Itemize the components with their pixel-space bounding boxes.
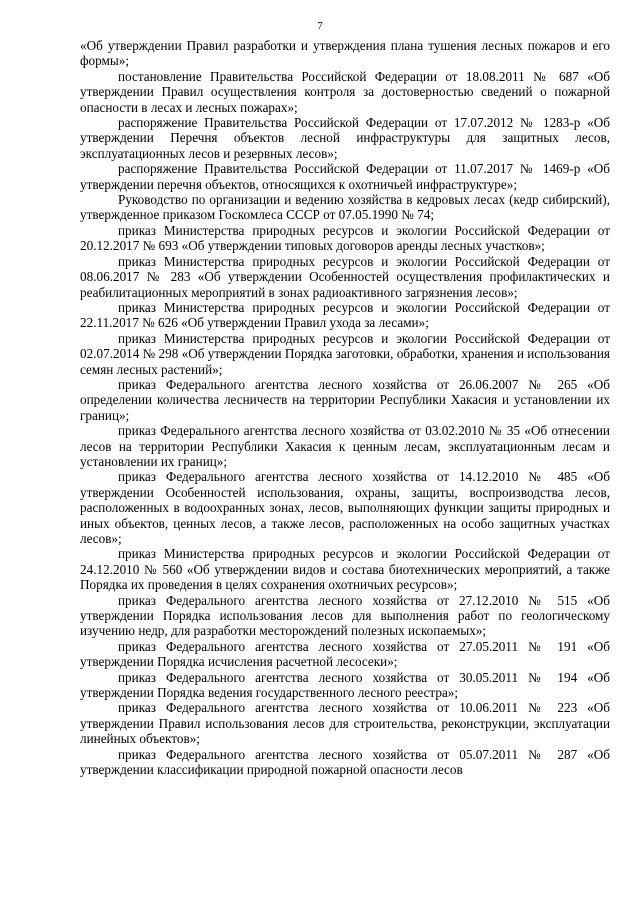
paragraph: приказ Федерального агентства лесного хозяйства от 26.06.2007 № 265 «Об определении количества лесничеств на территории Республики Хакасия и установлении их границ»; bbox=[80, 376, 610, 423]
paragraph: Руководство по организации и ведению хозяйства в кедровых лесах (кедр сибирский), утвержденное приказом Госкомлеса СССР от 07.05.1990 № 74; bbox=[80, 192, 610, 223]
paragraph: приказ Министерства природных ресурсов и экологии Российской Федерации от 24.12.2010 № 560 «Об утверждении видов и состава биотехнических мероприятий, а также Порядка их проведения в целях сохранения охотничьих ресурсов»; bbox=[80, 546, 610, 593]
paragraph: приказ Министерства природных ресурсов и экологии Российской Федерации от 02.07.2014 № 298 «Об утверждении Порядка заготовки, обработки, хранения и использования семян лесных растений»; bbox=[80, 330, 610, 377]
paragraph: приказ Федерального агентства лесного хозяйства от 14.12.2010 № 485 «Об утверждении Особенностей использования, охраны, защиты, воспроизводства лесов, расположенных в водоохранных зонах, лесов, выполняющих функции защиты природных и иных объектов, ценных лесов, а также лесов, расположенных на особо защитных участках лесов»; bbox=[80, 469, 610, 546]
paragraph: приказ Министерства природных ресурсов и экологии Российской Федерации от 20.12.2017 № 693 «Об утверждении типовых договоров аренды лесных участков»; bbox=[80, 222, 610, 254]
paragraph: приказ Федерального агентства лесного хозяйства от 10.06.2011 № 223 «Об утверждении Правил использования лесов для строительства, реконструкции, эксплуатации линейных объектов»; bbox=[80, 700, 610, 747]
paragraph: приказ Федерального агентства лесного хозяйства от 27.12.2010 № 515 «Об утверждении Порядка использования лесов для выполнения работ по геологическому изучению недр, для разработки месторождений полезных ископаемых»; bbox=[80, 592, 610, 639]
paragraph: распоряжение Правительства Российской Федерации от 11.07.2017 № 1469-р «Об утверждении перечня объектов, относящихся к охотничьей инфраструктуре»; bbox=[80, 161, 610, 192]
paragraph: приказ Федерального агентства лесного хозяйства от 30.05.2011 № 194 «Об утверждении Порядка ведения государственного лесного реестра»; bbox=[80, 669, 610, 701]
paragraph: приказ Федерального агентства лесного хозяйства от 05.07.2011 № 287 «Об утверждении классификации природной пожарной опасности лесов bbox=[80, 746, 610, 778]
paragraph: постановление Правительства Российской Федерации от 18.08.2011 № 687 «Об утверждении Правил осуществления контроля за достоверностью сведений о пожарной опасности в лесах и лесных пожарах»; bbox=[80, 68, 610, 115]
paragraph: приказ Министерства природных ресурсов и экологии Российской Федерации от 22.11.2017 № 626 «Об утверждении Правил ухода за лесами»; bbox=[80, 299, 610, 331]
paragraph: приказ Федерального агентства лесного хозяйства от 27.05.2011 № 191 «Об утверждении Порядка исчисления расчетной лесосеки»; bbox=[80, 638, 610, 670]
document-body bbox=[80, 38, 610, 778]
page-number: 7 bbox=[317, 20, 323, 32]
paragraph: приказ Федерального агентства лесного хозяйства от 03.02.2010 № 35 «Об отнесении лесов на территории Республики Хакасия к ценным лесам, эксплуатационным лесам и установлении их границ»; bbox=[80, 423, 610, 469]
paragraph: распоряжение Правительства Российской Федерации от 17.07.2012 № 1283-р «Об утверждении Перечня объектов лесной инфраструктуры для защитных лесов, эксплуатационных лесов и резервных лесов»; bbox=[80, 115, 610, 161]
paragraph: приказ Министерства природных ресурсов и экологии Российской Федерации от 08.06.2017 № 283 «Об утверждении Особенностей осуществления профилактических и реабилитационных мероприятий в зонах радиоактивного загрязнения лесов»; bbox=[80, 253, 610, 300]
paragraph: «Об утверждении Правил разработки и утверждения плана тушения лесных пожаров и его формы»; bbox=[80, 38, 610, 69]
